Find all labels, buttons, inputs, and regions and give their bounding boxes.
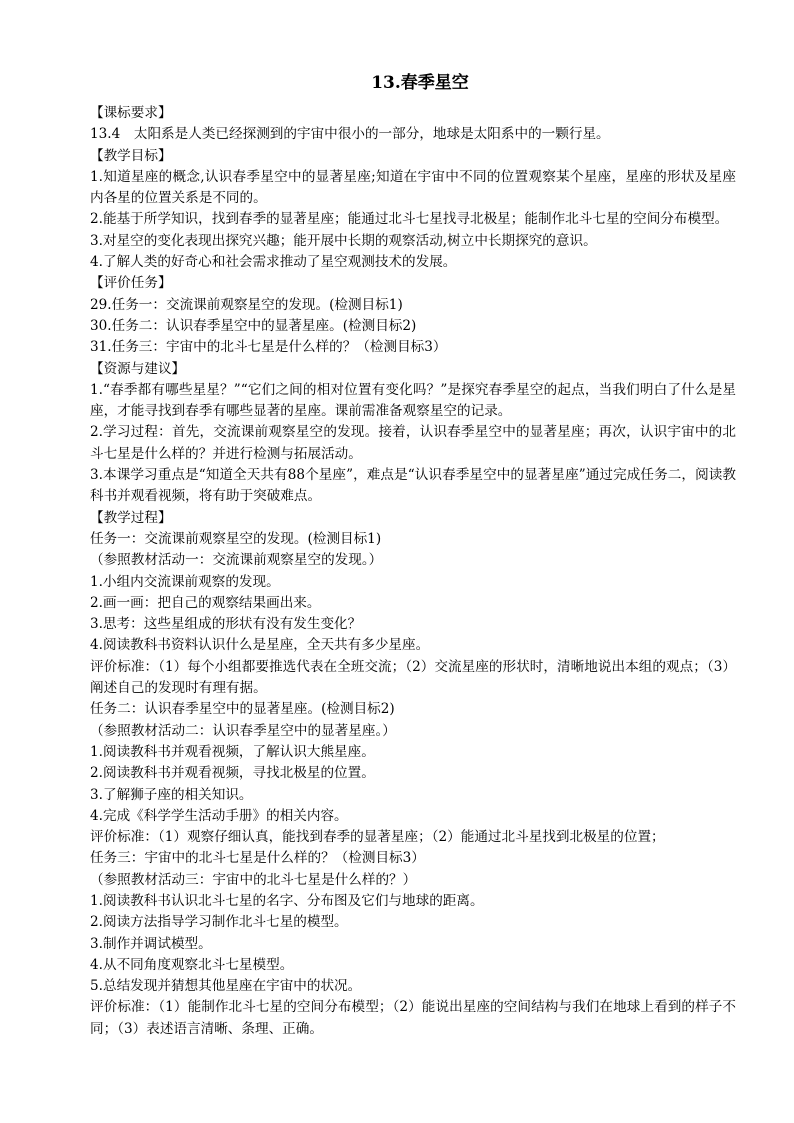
task1-title: 任务一：交流课前观察星空的发现。(检测目标1) [90, 530, 382, 547]
task3-step: 4.从不同角度观察北斗七星模型。 [90, 956, 294, 973]
task2-criteria: 评价标准：（1）观察仔细认真，能找到春季的显著星座；（2）能通过北斗星找到北极星的位置； [90, 829, 665, 846]
section-heading-standard: 【课标要求】 [90, 105, 172, 121]
task3-criteria: 评价标准：（1）能制作北斗七星的空间分布模型；（2）能说出星座的空间结构与我们在地球上看到的样子不同；（3）表述语言清晰、条理、正确。 [90, 999, 736, 1037]
goal-item: 3.对星空的变化表现出探究兴趣；能开展中长期的观察活动,树立中长期探究的意识。 [90, 232, 597, 249]
section-heading-tasks: 【评价任务】 [90, 275, 172, 292]
task3-ref: （参照教材活动三：宇宙中的北斗七星是什么样的？） [90, 871, 417, 888]
resource-item: 3.本课学习重点是“知道全天共有88个星座”，难点是“认识春季星空中的显著星座”通过完成任务二，阅读教科书并观看视频，将有助于突破难点。 [90, 467, 736, 505]
task2-step: 1.阅读教科书并观看视频，了解认识大熊星座。 [90, 743, 375, 760]
section-heading-goals: 【教学目标】 [90, 147, 172, 164]
task-item: 31.任务三：宇宙中的北斗七星是什么样的？（检测目标3） [90, 339, 447, 356]
task1-criteria: 评价标准：（1）每个小组都要推选代表在全班交流；（2）交流星座的形状时，清晰地说出本组的观点；（3）阐述自己的发现时有理有据。 [90, 658, 736, 697]
task-item: 30.任务二：认识春季星空中的显著星座。(检测目标2) [90, 317, 417, 334]
task1-ref: （参照教材活动一：交流课前观察星空的发现。） [90, 552, 383, 569]
goal-item: 4.了解人类的好奇心和社会需求推动了星空观测技术的发展。 [90, 254, 457, 271]
standard-text: 13.4 太阳系是人类已经探测到的宇宙中很小的一部分，地球是太阳系中的一颗行星。 [90, 126, 610, 143]
task-item: 29.任务一：交流课前观察星空的发现。(检测目标1) [90, 296, 403, 313]
task1-step: 1.小组内交流课前观察的发现。 [90, 573, 280, 590]
task2-ref: （参照教材活动二：认识春季星空中的显著星座。） [90, 722, 396, 739]
task2-step: 2.阅读教科书并观看视频，寻找北极星的位置。 [90, 765, 375, 782]
task1-step: 3.思考：这些星组成的形状有没有发生变化？ [90, 616, 362, 633]
goal-item: 2.能基于所学知识，找到春季的显著星座；能通过北斗七星找寻北极星；能制作北斗七星的空间分布模型。 [90, 211, 729, 228]
task3-title: 任务三：宇宙中的北斗七星是什么样的？（检测目标3） [90, 850, 425, 867]
task2-title: 任务二：认识春季星空中的显著星座。(检测目标2) [90, 701, 395, 718]
task3-step: 5.总结发现并猜想其他星座在宇宙中的状况。 [90, 978, 362, 995]
task3-step: 1.阅读教科书认识北斗七星的名字、分布图及它们与地球的距离。 [90, 892, 484, 909]
page-title: 13.春季星空 [371, 73, 469, 93]
task3-step: 3.制作并调试模型。 [90, 935, 212, 952]
section-heading-process: 【教学过程】 [90, 509, 172, 526]
resource-item: 2.学习过程：首先，交流课前观察星空的发现。接着，认识春季星空中的显著星座；再次，认识宇宙中的北斗七星是什么样的？并进行检测与拓展活动。 [90, 424, 736, 462]
task1-step: 4.阅读教科书资料认识什么是星座，全天共有多少星座。 [90, 637, 430, 654]
task3-step: 2.阅读方法指导学习制作北斗七星的模型。 [90, 914, 348, 931]
resource-item: 1.“春季都有哪些星星？”“它们之间的相对位置有变化吗？”是探究春季星空的起点，当我们明白了什么是星座，才能寻找到春季有哪些显著的星座。课前需准备观察星空的记录。 [90, 381, 736, 420]
goal-item: 1.知道星座的概念,认识春季星空中的显著星座;知道在宇宙中不同的位置观察某个星座，星座的形状及星座内各星的位置关系是不同的。 [90, 168, 736, 207]
task1-step: 2.画一画：把自己的观察结果画出来。 [90, 594, 321, 611]
task2-step: 3.了解狮子座的相关知识。 [90, 786, 253, 803]
document-page [90, 68, 736, 1040]
section-heading-resources: 【资源与建议】 [90, 360, 186, 377]
task2-step: 4.完成《科学学生活动手册》的相关内容。 [90, 807, 348, 824]
